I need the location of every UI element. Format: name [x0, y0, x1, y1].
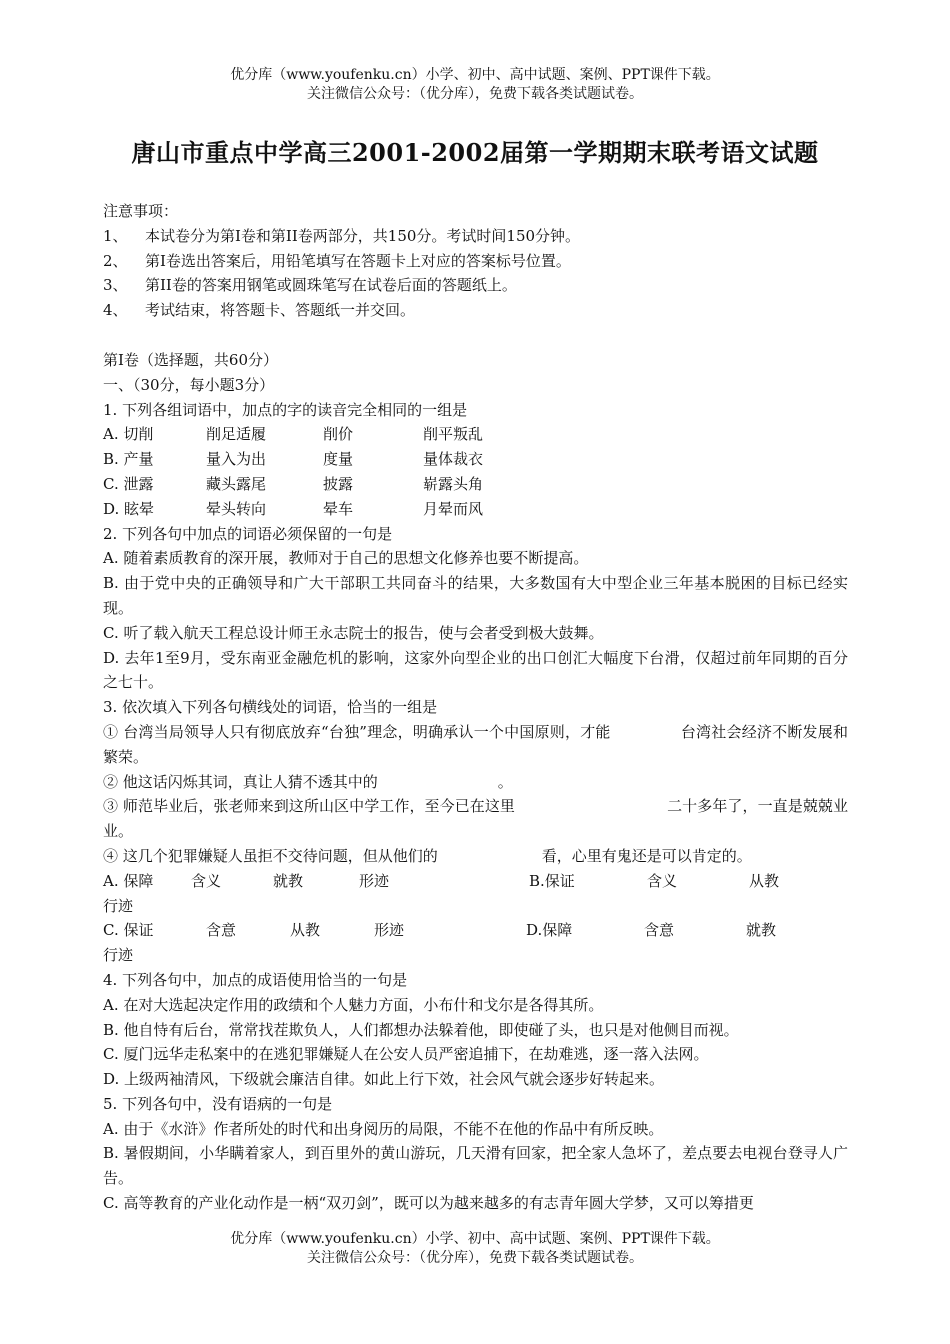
q5-option-c: C. 高等教育的产业化动作是一柄“双刃剑”，既可以为越来越多的有志青年圆大学梦，又可以筹措更	[103, 1194, 754, 1213]
header-line-2: 关注微信公众号：（优分库），免费下载各类试题试卷。	[307, 86, 643, 102]
q3-sentence-2: ② 他这话闪烁其词，真让人猜不透其中的 。	[103, 772, 513, 791]
section-heading: 一、（30分，每小题3分）	[103, 375, 275, 394]
q2-stem: 2. 下列各句中加点的词语必须保留的一句是	[103, 524, 393, 543]
q4-option-b: B. 他自恃有后台，常常找茬欺负人，人们都想办法躲着他，即使碰了头，也只是对他侧目而视。	[103, 1020, 739, 1039]
exam-body	[103, 199, 848, 1216]
q3-options-ab: A. 保障 含义 就教 形迹 B.保证 含义 从教	[103, 871, 780, 890]
q3-options-cd-wrap: 行迹	[103, 946, 134, 965]
note-item: 1、 本试卷分为第I卷和第II卷两部分，共150分。考试时间150分钟。	[103, 226, 581, 245]
q3-stem: 3. 依次填入下列各句横线处的词语，恰当的一组是	[103, 698, 438, 717]
footer-line-1: 优分库（www.youfenku.cn）小学、初中、高中试题、案例、PPT课件下载。	[230, 1231, 720, 1247]
q5-option-a: A. 由于《水浒》作者所处的时代和出身阅历的局限，不能不在他的作品中有所反映。	[103, 1119, 664, 1138]
q5-option-b: B. 暑假期间，小华瞒着家人，到百里外的黄山游玩，几天滑有回家，把全家人急坏了，差点要去电视台登寻人广告。	[103, 1144, 848, 1188]
q1-option: B. 产量 量入为出 度量 量体裁衣	[103, 450, 484, 469]
q3-options-cd: C. 保证 含意 从教 形迹 D.保障 含意 就教	[103, 921, 777, 940]
note-item: 4、 考试结束，将答题卡、答题纸一并交回。	[103, 301, 416, 320]
q2-option-c: C. 听了载入航天工程总设计师王永志院士的报告，使与会者受到极大鼓舞。	[103, 623, 604, 642]
header-line-1: 优分库（www.youfenku.cn）小学、初中、高中试题、案例、PPT课件下载。	[230, 67, 720, 83]
q3-sentence-1: ① 台湾当局领导人只有彻底放弃“台独”理念，明确承认一个中国原则，才能 台湾社会经济不断发展和繁荣。	[103, 722, 848, 766]
q4-stem: 4. 下列各句中，加点的成语使用恰当的一句是	[103, 970, 408, 989]
note-item: 2、 第I卷选出答案后，用铅笔填写在答题卡上对应的答案标号位置。	[103, 251, 571, 270]
q1-stem: 1. 下列各组词语中，加点的字的读音完全相同的一组是	[103, 400, 468, 419]
footer-line-2: 关注微信公众号：（优分库），免费下载各类试题试卷。	[307, 1250, 643, 1266]
part1-heading: 第I卷（选择题，共60分）	[103, 350, 279, 369]
q3-sentence-4: ④ 这几个犯罪嫌疑人虽拒不交待问题，但从他们的 看，心里有鬼还是可以肯定的。	[103, 846, 752, 865]
page-title: 唐山市重点中学高三2001-2002届第一学期期末联考语文试题	[131, 138, 819, 167]
q1-option: D. 眩晕 晕头转向 晕车 月晕而风	[103, 499, 484, 518]
q1-option: A. 切削 削足适履 削价 削平叛乱	[103, 425, 484, 444]
q2-option-d: D. 去年1至9月，受东南亚金融危机的影响，这家外向型企业的出口创汇大幅度下台滑，仅超过前年同期的百分之七十。	[103, 648, 848, 692]
q5-stem: 5. 下列各句中，没有语病的一句是	[103, 1094, 333, 1113]
q4-option-c: C. 厦门远华走私案中的在逃犯罪嫌疑人在公安人员严密追捕下，在劫难逃，逐一落入法网。	[103, 1045, 709, 1064]
q1-option: C. 泄露 藏头露尾 披露 崭露头角	[103, 474, 484, 493]
q2-option-a: A. 随着素质教育的深开展，教师对于自己的思想文化修养也要不断提高。	[103, 549, 589, 568]
q4-option-a: A. 在对大选起决定作用的政绩和个人魅力方面，小布什和戈尔是各得其所。	[103, 995, 604, 1014]
notes-heading: 注意事项：	[103, 202, 179, 220]
q3-sentence-3: ③ 师范毕业后，张老师来到这所山区中学工作，至今已在这里 二十多年了，一直是兢兢业业。	[103, 797, 848, 841]
note-item: 3、 第II卷的答案用钢笔或圆珠笔写在试卷后面的答题纸上。	[103, 276, 517, 295]
q3-options-ab-wrap: 行迹	[103, 896, 134, 915]
q2-option-b: B. 由于党中央的正确领导和广大干部职工共同奋斗的结果，大多数国有大中型企业三年基本脱困的目标已经实现。	[103, 574, 848, 617]
q4-option-d: D. 上级两袖清风，下级就会廉洁自律。如此上行下效，社会风气就会逐步好转起来。	[103, 1070, 665, 1089]
